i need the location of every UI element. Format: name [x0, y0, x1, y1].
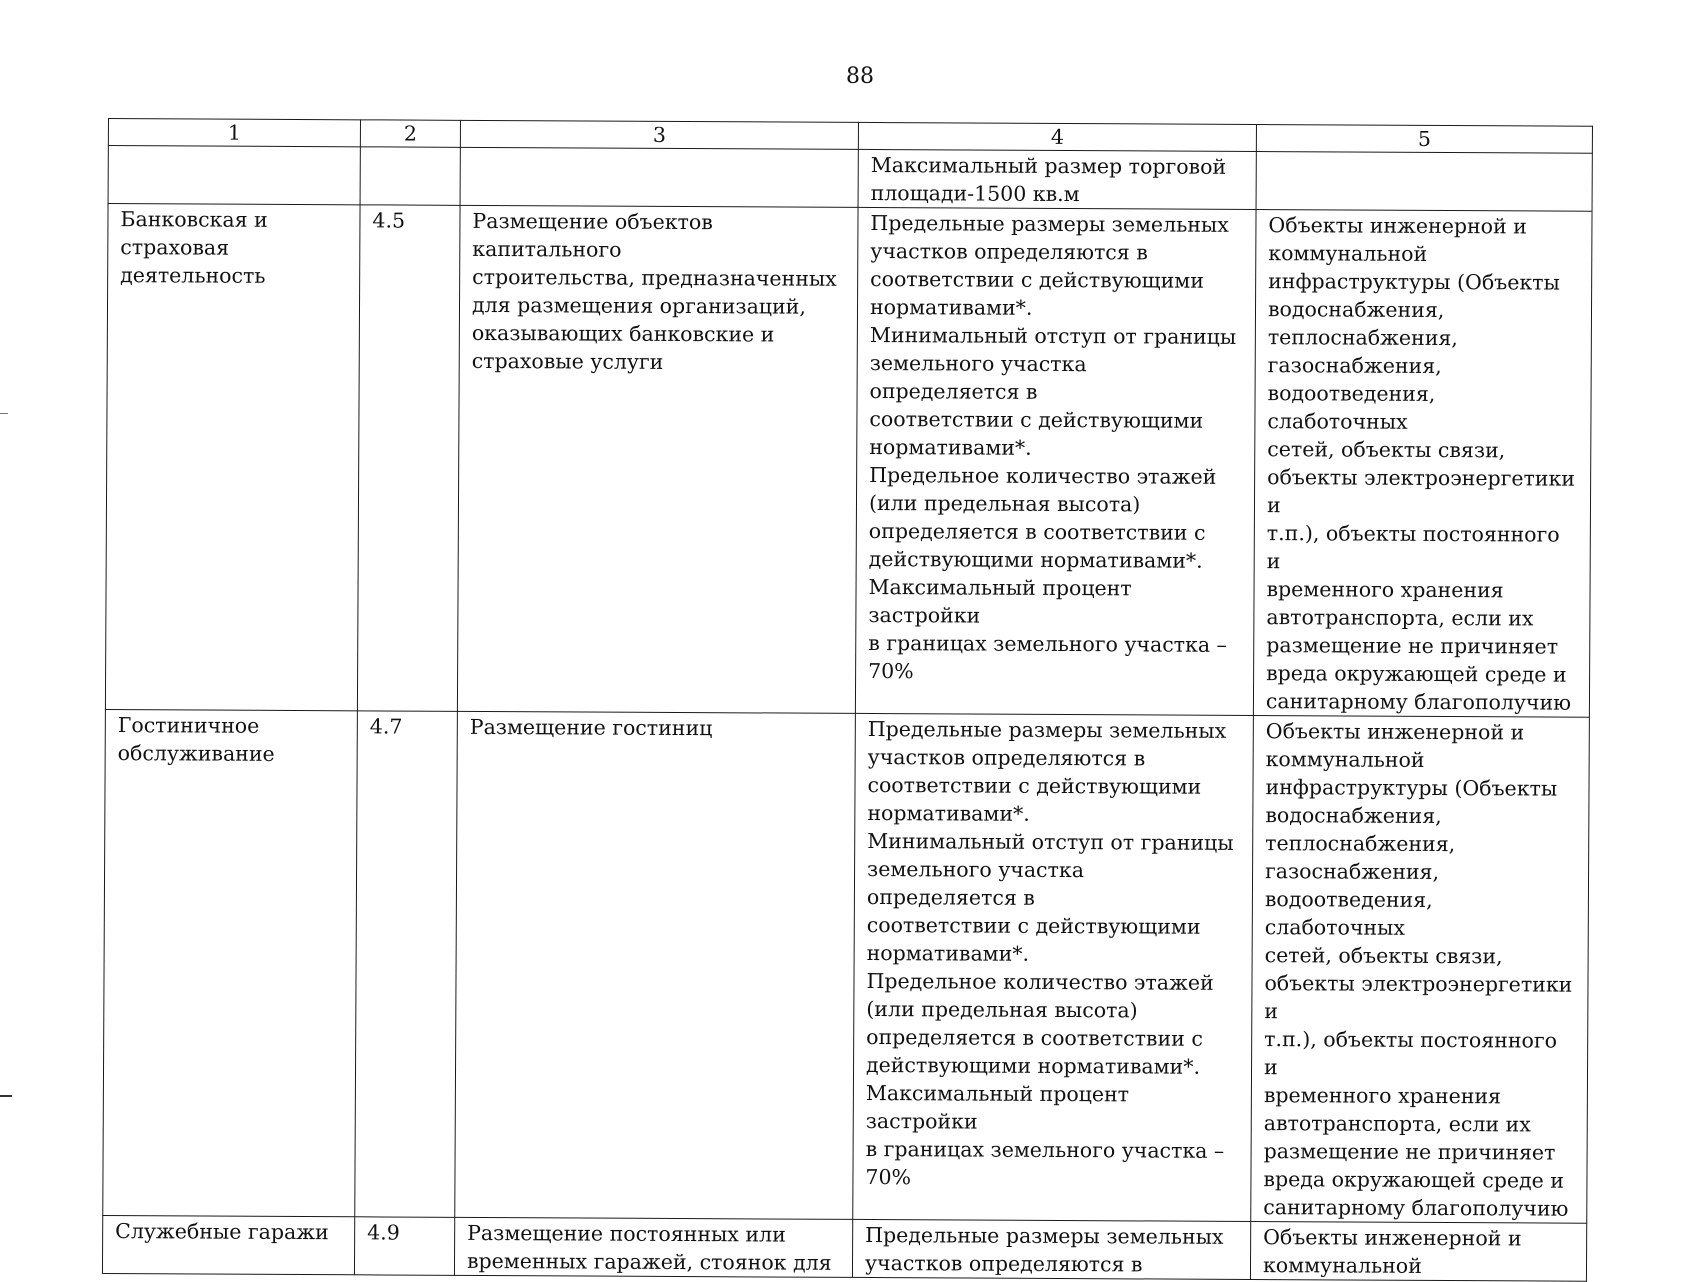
- cell-code: [360, 147, 460, 206]
- column-header-1: 1: [108, 119, 360, 147]
- cell-name: Служебные гаражи: [102, 1215, 354, 1274]
- cell-description: [460, 147, 858, 207]
- column-header-3: 3: [460, 120, 858, 149]
- cell-parameters: Предельные размеры земельных участков определяются в соответствии с действующими нормативами*. Минимальный отступ от границы земельного участка определяется в соответствии с действующими нормативами*. Предельное количество этажей (или предельная высота) определяется в соответствии с действующими нормативами*. Максимальный процент застройки в границах земельного участка – 70%: [853, 713, 1254, 1221]
- table-row: [102, 1215, 1586, 1281]
- cell-auxiliary: [1256, 152, 1592, 212]
- scan-edge-mark: [0, 413, 8, 414]
- cell-description: Размещение постоянных или временных гаражей, стоянок для: [454, 1217, 852, 1277]
- cell-parameters: Максимальный размер торговой площади-1500 кв.м: [858, 149, 1256, 209]
- cell-description: Размещение гостиниц: [455, 711, 856, 1219]
- page-number: 88: [846, 64, 874, 89]
- cell-name: Банковская и страховая деятельность: [105, 204, 360, 711]
- cell-description: Размещение объектов капитального строительства, предназначенных для размещения организаций, оказывающих банковские и страховые услуги: [457, 205, 858, 713]
- cell-code: 4.5: [357, 205, 460, 712]
- column-header-5: 5: [1256, 125, 1592, 154]
- cell-code: 4.7: [355, 711, 458, 1218]
- column-header-4: 4: [858, 122, 1256, 151]
- land-use-table: [102, 118, 1593, 1282]
- cell-auxiliary: Объекты инженерной и коммунальной инфраструктуры (Объекты водоснабжения, теплоснабжения, газоснабжения, водоотведения, слаботочных сетей, объекты связи, объекты электроэнергетики и т.п.), объекты постоянного и временного хранения автотранспорта, если их размещение не причиняет вреда окружающей среде и санитарному благополучию: [1251, 716, 1590, 1224]
- column-header-2: 2: [360, 120, 460, 148]
- cell-name: [108, 146, 360, 205]
- cell-auxiliary: Объекты инженерной и коммунальной: [1250, 1221, 1586, 1281]
- table-row-continuation: [108, 146, 1592, 212]
- cell-parameters: Предельные размеры земельных участков определяются в: [852, 1219, 1250, 1279]
- cell-auxiliary: Объекты инженерной и коммунальной инфраструктуры (Объекты водоснабжения, теплоснабжения, газоснабжения, водоотведения, слаботочных сетей, объекты связи, объекты электроэнергетики и т.п.), объекты постоянного и временного хранения автотранспорта, если их размещение не причиняет вреда окружающей среде и санитарному благополучию: [1253, 210, 1592, 718]
- cell-name: Гостиничное обслуживание: [103, 709, 358, 1216]
- table-row: [105, 204, 1592, 718]
- cell-code: 4.9: [354, 1217, 454, 1276]
- table-row: [103, 709, 1590, 1223]
- cell-parameters: Предельные размеры земельных участков определяются в соответствии с действующими нормативами*. Минимальный отступ от границы земельного участка определяется в соответствии с действующими нормативами*. Предельное количество этажей (или предельная высота) определяется в соответствии с действующими нормативами*. Максимальный процент застройки в границах земельного участка – 70%: [855, 207, 1256, 715]
- scan-edge-mark: [0, 1095, 12, 1097]
